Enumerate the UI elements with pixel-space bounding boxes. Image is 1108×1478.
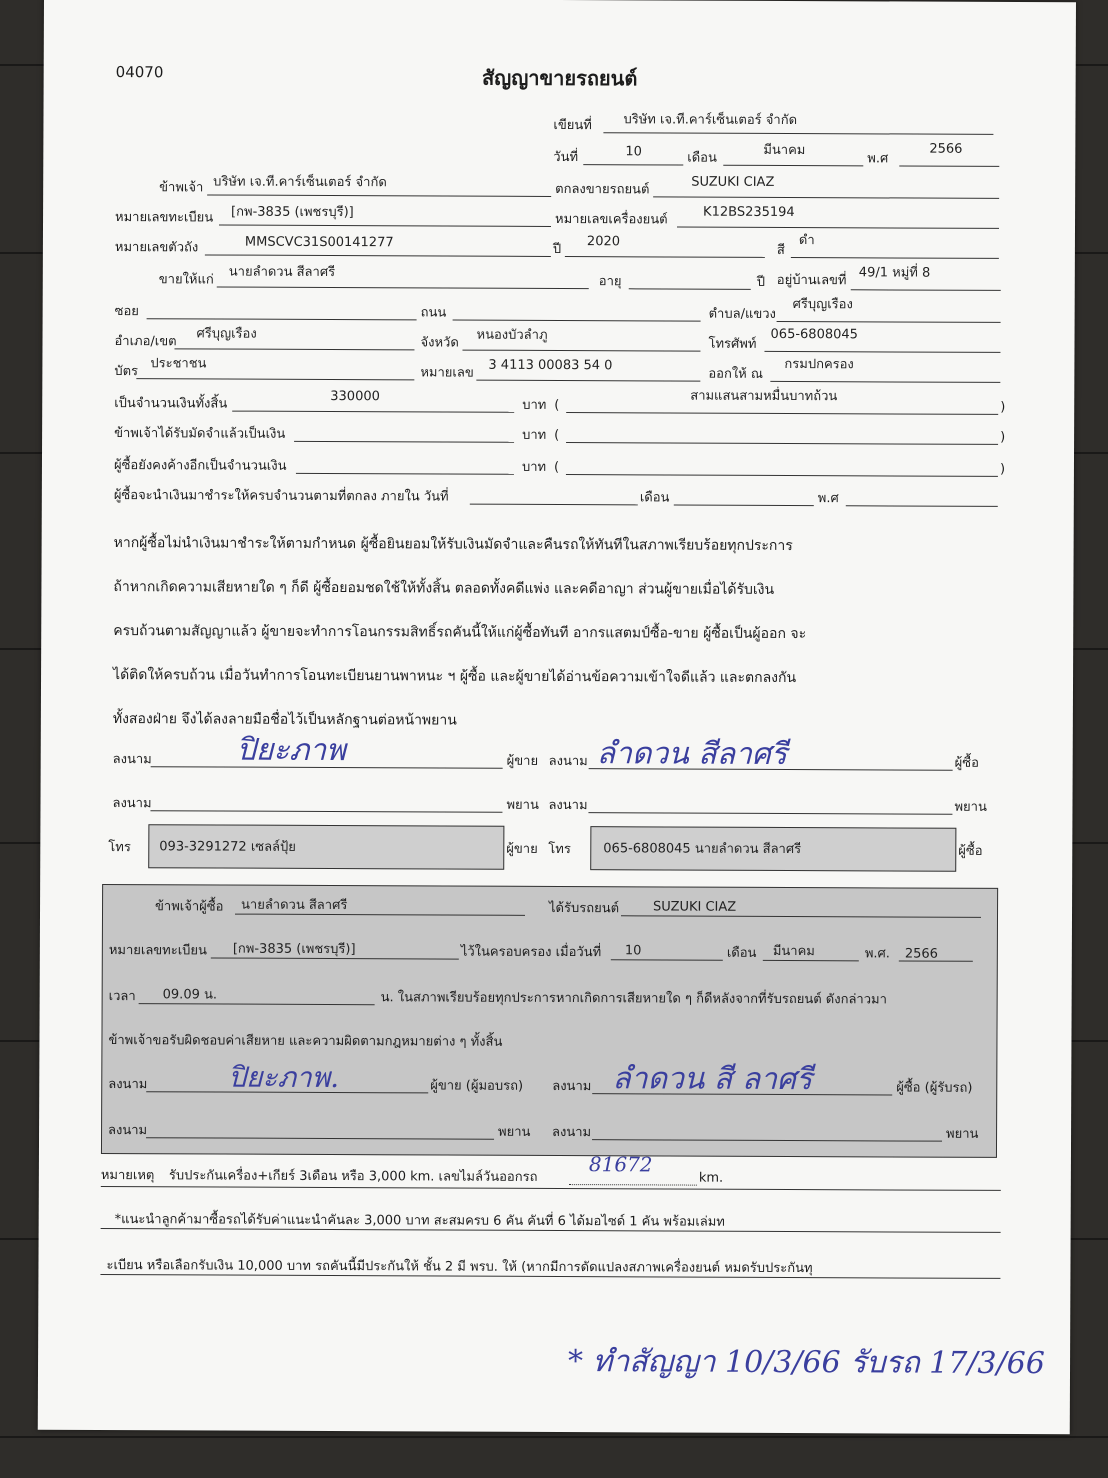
receipt-buyer-role: ผู้ซื้อ (ผู้รับรถ): [896, 1080, 973, 1096]
receipt-buyer-label: ข้าพเจ้าผู้ซื้อ: [155, 899, 224, 915]
handwritten-footer: * ทำสัญญา 10/3/66 รับรถ 17/3/66: [567, 1344, 1045, 1382]
subdistrict-value: ศรีบุญเรือง: [792, 297, 853, 313]
receipt-received: SUZUKI CIAZ: [653, 899, 737, 915]
receipt-possess-label: ไว้ในครอบครอง เมื่อวันที่: [460, 944, 602, 961]
address-label: อยู่บ้านเลขที่: [776, 272, 847, 289]
buyer-contact-box: [590, 826, 956, 872]
line: [207, 194, 551, 197]
line: [777, 321, 1001, 323]
card-no-label: หมายเลข: [420, 365, 474, 381]
amount-label: เป็นจำนวนเงินทั้งสิ้น: [114, 396, 228, 412]
seller-tel: 093-3291272 เซลล์ปุ้ย: [159, 839, 296, 855]
contract-paper: [38, 0, 1076, 1434]
month-value: มีนาคม: [763, 142, 806, 159]
line: [621, 915, 981, 918]
receipt-responsibility: ข้าพเจ้าขอรับผิดชอบค่าเสียหาย และความผิดตามกฎหมายต่าง ๆ ทั้งสิ้น: [108, 1033, 503, 1050]
line: [219, 225, 551, 227]
note-warranty: รับประกันเครื่อง+เกียร์ 3เดือน หรือ 3,000 km. เลขไมล์วันออกรถ: [168, 1168, 538, 1185]
issued-value: กรมปกครอง: [784, 356, 854, 373]
amount-words: สามแสนสามหมื่นบาทถ้วน: [690, 388, 838, 405]
line: [146, 1137, 494, 1140]
line: [147, 318, 417, 320]
open-paren: (: [553, 459, 560, 476]
wood-seam: [0, 1436, 1108, 1438]
soi-label: ซอย: [114, 304, 139, 320]
baht-label: บาท: [522, 427, 547, 443]
sign-label: ลงนาม: [552, 1124, 592, 1141]
address-value: 49/1 หมู่ที่ 8: [858, 265, 931, 281]
line: [764, 351, 1000, 353]
remaining-label: ผู้ซื้อยังคงค้างอีกเป็นจำนวนเงิน: [113, 458, 287, 474]
age-unit: ปี: [756, 274, 766, 290]
buyer-label: ขายให้แก่: [158, 272, 214, 288]
line: [846, 505, 998, 507]
receipt-time-label: เวลา: [108, 989, 136, 1005]
line: [139, 1003, 375, 1005]
due-label: ผู้ซื้อจะนำเงินมาชำระให้ครบจำนวนตามที่ตกลง ภายใน วันที่: [113, 488, 449, 505]
line: [851, 289, 1001, 291]
buyer-contact-label: ผู้ซื้อ: [958, 843, 983, 859]
agree-value: SUZUKI CIAZ: [691, 174, 775, 190]
line: [150, 810, 502, 813]
card-value: ประชาชน: [150, 356, 207, 372]
due-year-label: พ.ศ: [817, 491, 839, 507]
year-model-value: 2020: [586, 234, 621, 250]
mileage-handwritten: 81672: [588, 1152, 653, 1177]
line: [566, 474, 998, 477]
line: [205, 254, 551, 257]
witness-label: พยาน: [954, 799, 987, 815]
buyer-value: นายลำดวน สีลาศรี: [228, 264, 336, 281]
agree-label: ตกลงขายรถยนต์: [555, 181, 650, 198]
line: [791, 257, 999, 259]
baht-label: บาท: [522, 397, 547, 413]
receipt-buyer: นายลำดวน สีลาศรี: [241, 897, 348, 914]
close-paren: ): [1000, 429, 1006, 445]
terms-line: ครบถ้วนตามสัญญาแล้ว ผู้ขายจะทำการโอนกรรมสิทธิ์รถคันนี้ให้แก่ผู้ซื้อทันที อากรแสตมป์ซื้อ-ขาย ผู้ซื้อเป็นผู้ออก จะ: [113, 623, 807, 643]
receipt-received-label: ได้รับรถยนต์: [549, 900, 620, 917]
line: [603, 132, 993, 135]
receipt-condition: น. ในสภาพเรียบร้อยทุกประการหากเกิดการเสียหายใด ๆ ก็ดีหลังจากที่รับรถยนต์ ดังกล่าวมา: [380, 990, 887, 1008]
amount-value: 330000: [330, 389, 380, 405]
engine-value: K12BS235194: [703, 204, 795, 221]
sign-label: ลงนาม: [548, 753, 588, 770]
line: [136, 378, 414, 380]
province-label: จังหวัด: [420, 335, 459, 351]
district-value: ศรีบุญเรือง: [196, 326, 257, 342]
phone-value: 065-6808045: [770, 326, 858, 343]
buyer-role: ผู้ซื้อ: [954, 755, 979, 771]
seller-contact-label: ผู้ขาย: [506, 841, 538, 857]
line: [566, 442, 998, 445]
line: [476, 380, 700, 382]
age-label: อายุ: [598, 274, 622, 290]
line: [235, 914, 525, 916]
line: [296, 473, 514, 475]
receipt-day: 10: [624, 943, 642, 959]
chassis-value: MMSCVC31S00141277: [244, 234, 394, 251]
written-at-value: บริษัท เจ.ที.คาร์เซ็นเตอร์ จำกัด: [623, 112, 798, 129]
tel-label: โทร: [548, 841, 571, 858]
open-paren: (: [554, 397, 560, 414]
receipt-plate: [กพ-3835 (เพชรบุรี)]: [232, 941, 356, 958]
line: [232, 411, 514, 413]
day-label: วันที่: [553, 149, 579, 166]
close-paren: ): [999, 461, 1006, 477]
km-label: km.: [698, 1170, 724, 1186]
line: [217, 287, 589, 290]
sign-label: ลงนาม: [108, 1077, 148, 1093]
issued-label: ออกให้ ณ: [708, 366, 764, 382]
receipt-month: มีนาคม: [772, 943, 815, 960]
buyer-tel: 065-6808045 นายลำดวน สีลาศรี: [603, 841, 802, 858]
district-label: อำเภอ/เขต: [114, 334, 177, 350]
line: [588, 812, 952, 815]
sign-label: ลงนาม: [108, 1123, 148, 1139]
receipt-buyer-signature: ลำดวน สี ลาศรี: [612, 1061, 813, 1098]
terms-line: ทั้งสองฝ่าย จึงได้ลงลายมือชื่อไว้เป็นหลักฐานต่อหน้าพยาน: [112, 711, 457, 729]
engine-label: หมายเลขเครื่องยนต์: [555, 211, 668, 228]
line: [583, 164, 683, 165]
written-at-label: เขียนที่: [553, 117, 592, 134]
card-no-value: 3 4113 00083 54 0: [488, 357, 613, 374]
witness-label: พยาน: [498, 1124, 531, 1140]
line: [653, 196, 999, 199]
month-label: เดือน: [687, 150, 717, 166]
receipt-seller-role: ผู้ขาย (ผู้มอบรถ): [430, 1078, 524, 1094]
line: [770, 381, 1000, 383]
receipt-section: [101, 884, 998, 1158]
year-model-label: ปี: [552, 241, 562, 258]
sign-label: ลงนาม: [548, 797, 588, 814]
line: [174, 348, 414, 350]
seller-value: บริษัท เจ.ที.คาร์เซ็นเตอร์ จำกัด: [213, 174, 387, 191]
line: [674, 505, 814, 507]
chassis-label: หมายเลขตัวถัง: [114, 240, 199, 256]
line: [611, 959, 723, 960]
terms-line: ได้ติดให้ครบถ้วน เมื่อวันทำการโอนทะเบียนยานพาหนะ ฯ ผู้ซื้อ และผู้ขายได้อ่านข้อความเข้าใจดีแล้ว และตกลงกัน: [113, 667, 797, 687]
page-title: สัญญาขายรถยนต์: [481, 65, 638, 91]
note-label: หมายเหตุ: [100, 1168, 155, 1184]
baht-label: บาท: [521, 459, 547, 475]
phone-label: โทรศัพท์: [708, 336, 757, 352]
receipt-year: 2566: [904, 946, 938, 962]
witness-label: พยาน: [946, 1126, 979, 1142]
seller-contact-box: [148, 824, 504, 870]
terms-line: ถ้าหากเกิดความเสียหายใด ๆ ก็ดี ผู้ซื้อยอมชดใช้ให้ทั้งสิ้น ตลอดทั้งคดีแพ่ง และคดีอาญา ส่วนผู้ขายเมื่อได้รับเงิน: [113, 579, 775, 598]
line: [294, 441, 514, 443]
seller-label: ข้าพเจ้า: [159, 180, 204, 196]
receipt-year-label: พ.ศ.: [864, 946, 890, 962]
line: [470, 504, 638, 506]
line: [677, 227, 999, 229]
open-paren: (: [554, 427, 560, 444]
plate-value: [กพ-3835 (เพชรบุรี)]: [231, 204, 354, 221]
receipt-time: 09.09 น.: [162, 987, 218, 1003]
subdistrict-label: ตำบล/แขวง: [708, 306, 776, 322]
buyer-signature: ลำดวน สีลาศรี: [596, 736, 788, 772]
card-label: บัตร: [114, 364, 139, 380]
line: [629, 288, 751, 290]
line: [453, 320, 701, 322]
sign-label: ลงนาม: [112, 796, 152, 812]
color-label: สี: [776, 242, 785, 258]
due-month-label: เดือน: [639, 490, 670, 506]
year-label: พ.ศ: [867, 151, 889, 167]
tel-label: โทร: [108, 840, 131, 856]
receipt-plate-label: หมายเลขทะเบียน: [108, 943, 207, 959]
seller-role: ผู้ขาย: [506, 753, 539, 769]
line: [101, 1186, 1001, 1191]
sign-label: ลงนาม: [552, 1078, 592, 1095]
day-value: 10: [625, 144, 642, 160]
province-value: หนองบัวลำภู: [476, 327, 548, 343]
line: [592, 1139, 942, 1142]
close-paren: ): [1000, 399, 1006, 415]
deposit-label: ข้าพเจ้าได้รับมัดจำแล้วเป็นเงิน: [114, 426, 286, 442]
year-value: 2566: [929, 141, 963, 157]
receipt-month-label: เดือน: [726, 945, 757, 961]
witness-label: พยาน: [506, 797, 539, 813]
line: [462, 350, 700, 352]
line: [899, 165, 999, 166]
line: [569, 1184, 697, 1186]
color-value: ดำ: [798, 233, 815, 249]
terms-line: หากผู้ซื้อไม่นำเงินมาชำระให้ตามกำหนด ผู้ซื้อยินยอมให้รับเงินมัดจำและคืนรถให้ทันทีในสภาพเรียบร้อยทุกประการ: [113, 535, 793, 555]
line: [565, 256, 765, 258]
seller-signature: ปิยะภาพ: [236, 732, 346, 769]
receipt-seller-signature: ปิยะภาพ.: [228, 1060, 340, 1095]
line: [566, 412, 998, 415]
plate-label: หมายเลขทะเบียน: [115, 210, 214, 226]
note-line-3: ะเบียน หรือเลือกรับเงิน 10,000 บาท รถคันนี้มีประกันให้ ชั้น 2 มี พรบ. ให้ (หากมีการดัดแปลงสภาพเครื่องยนต์ หมดรับประกันทุ: [106, 1258, 813, 1277]
note-line-2: *แนะนำลูกค้ามาซื้อรถได้รับค่าแนะนำคันละ 3,000 บาท สะสมครบ 6 คัน คันที่ 6 ได้มอไซด์ 1 คัน พร้อมเล่มท: [114, 1212, 725, 1230]
doc-number: 04070: [115, 63, 164, 82]
sign-label: ลงนาม: [112, 752, 152, 768]
road-label: ถนน: [420, 305, 447, 321]
line: [723, 165, 863, 167]
